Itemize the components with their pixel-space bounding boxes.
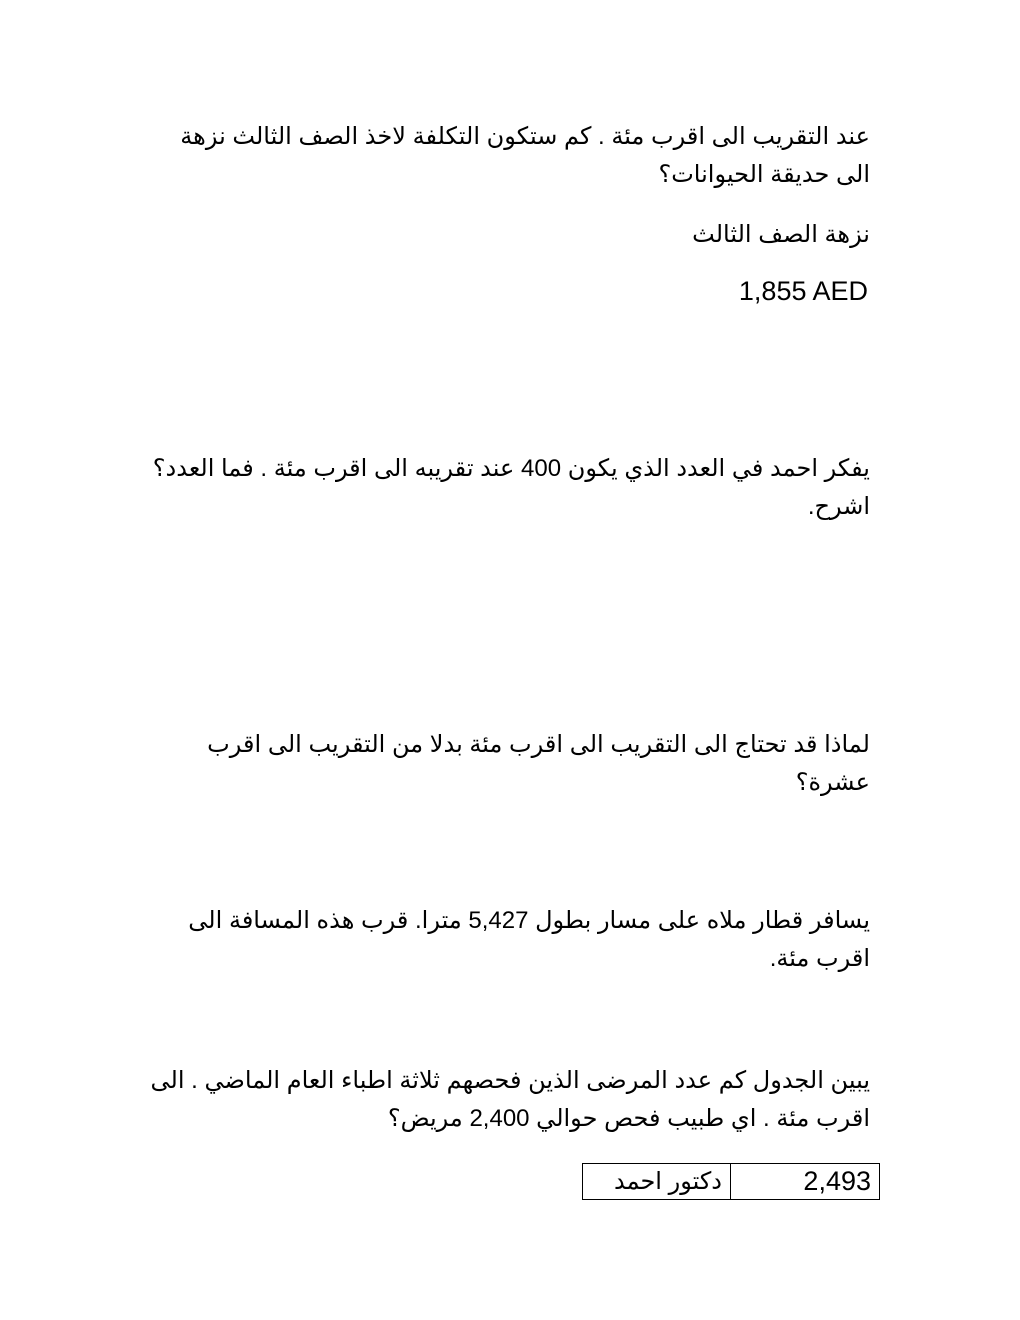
question-train-track: يسافر قطار ملاه على مسار بطول 5,427 مترا. قرب هذه المسافة الى اقرب مئة. <box>188 907 870 972</box>
table-row <box>583 1164 880 1200</box>
question-doctors-patients: يبين الجدول كم عدد المرضى الذين فحصهم ثلاثة اطباء العام الماضي . الى اقرب مئة . اي طبيب فحص حوالي 2,400 مريض؟ <box>150 1067 870 1132</box>
trip-label: نزهة الصف الثالث <box>692 221 870 248</box>
question-zoo-trip: عند التقريب الى اقرب مئة . كم ستكون التكلفة لاخذ الصف الثالث نزهة الى حديقة الحيوانات؟ <box>180 123 870 188</box>
question-why-hundred: لماذا قد تحتاج الى التقريب الى اقرب مئة بدلا من التقريب الى اقرب عشرة؟ <box>207 731 870 796</box>
trip-price: 1,855 AED <box>738 276 868 306</box>
doctor-name: دكتور احمد <box>583 1164 731 1200</box>
question-ahmed-number: يفكر احمد في العدد الذي يكون 400 عند تقريبه الى اقرب مئة . فما العدد؟ اشرح. <box>152 455 870 520</box>
doctors-table <box>582 1163 880 1200</box>
patients-count: 2,493 <box>731 1164 880 1200</box>
